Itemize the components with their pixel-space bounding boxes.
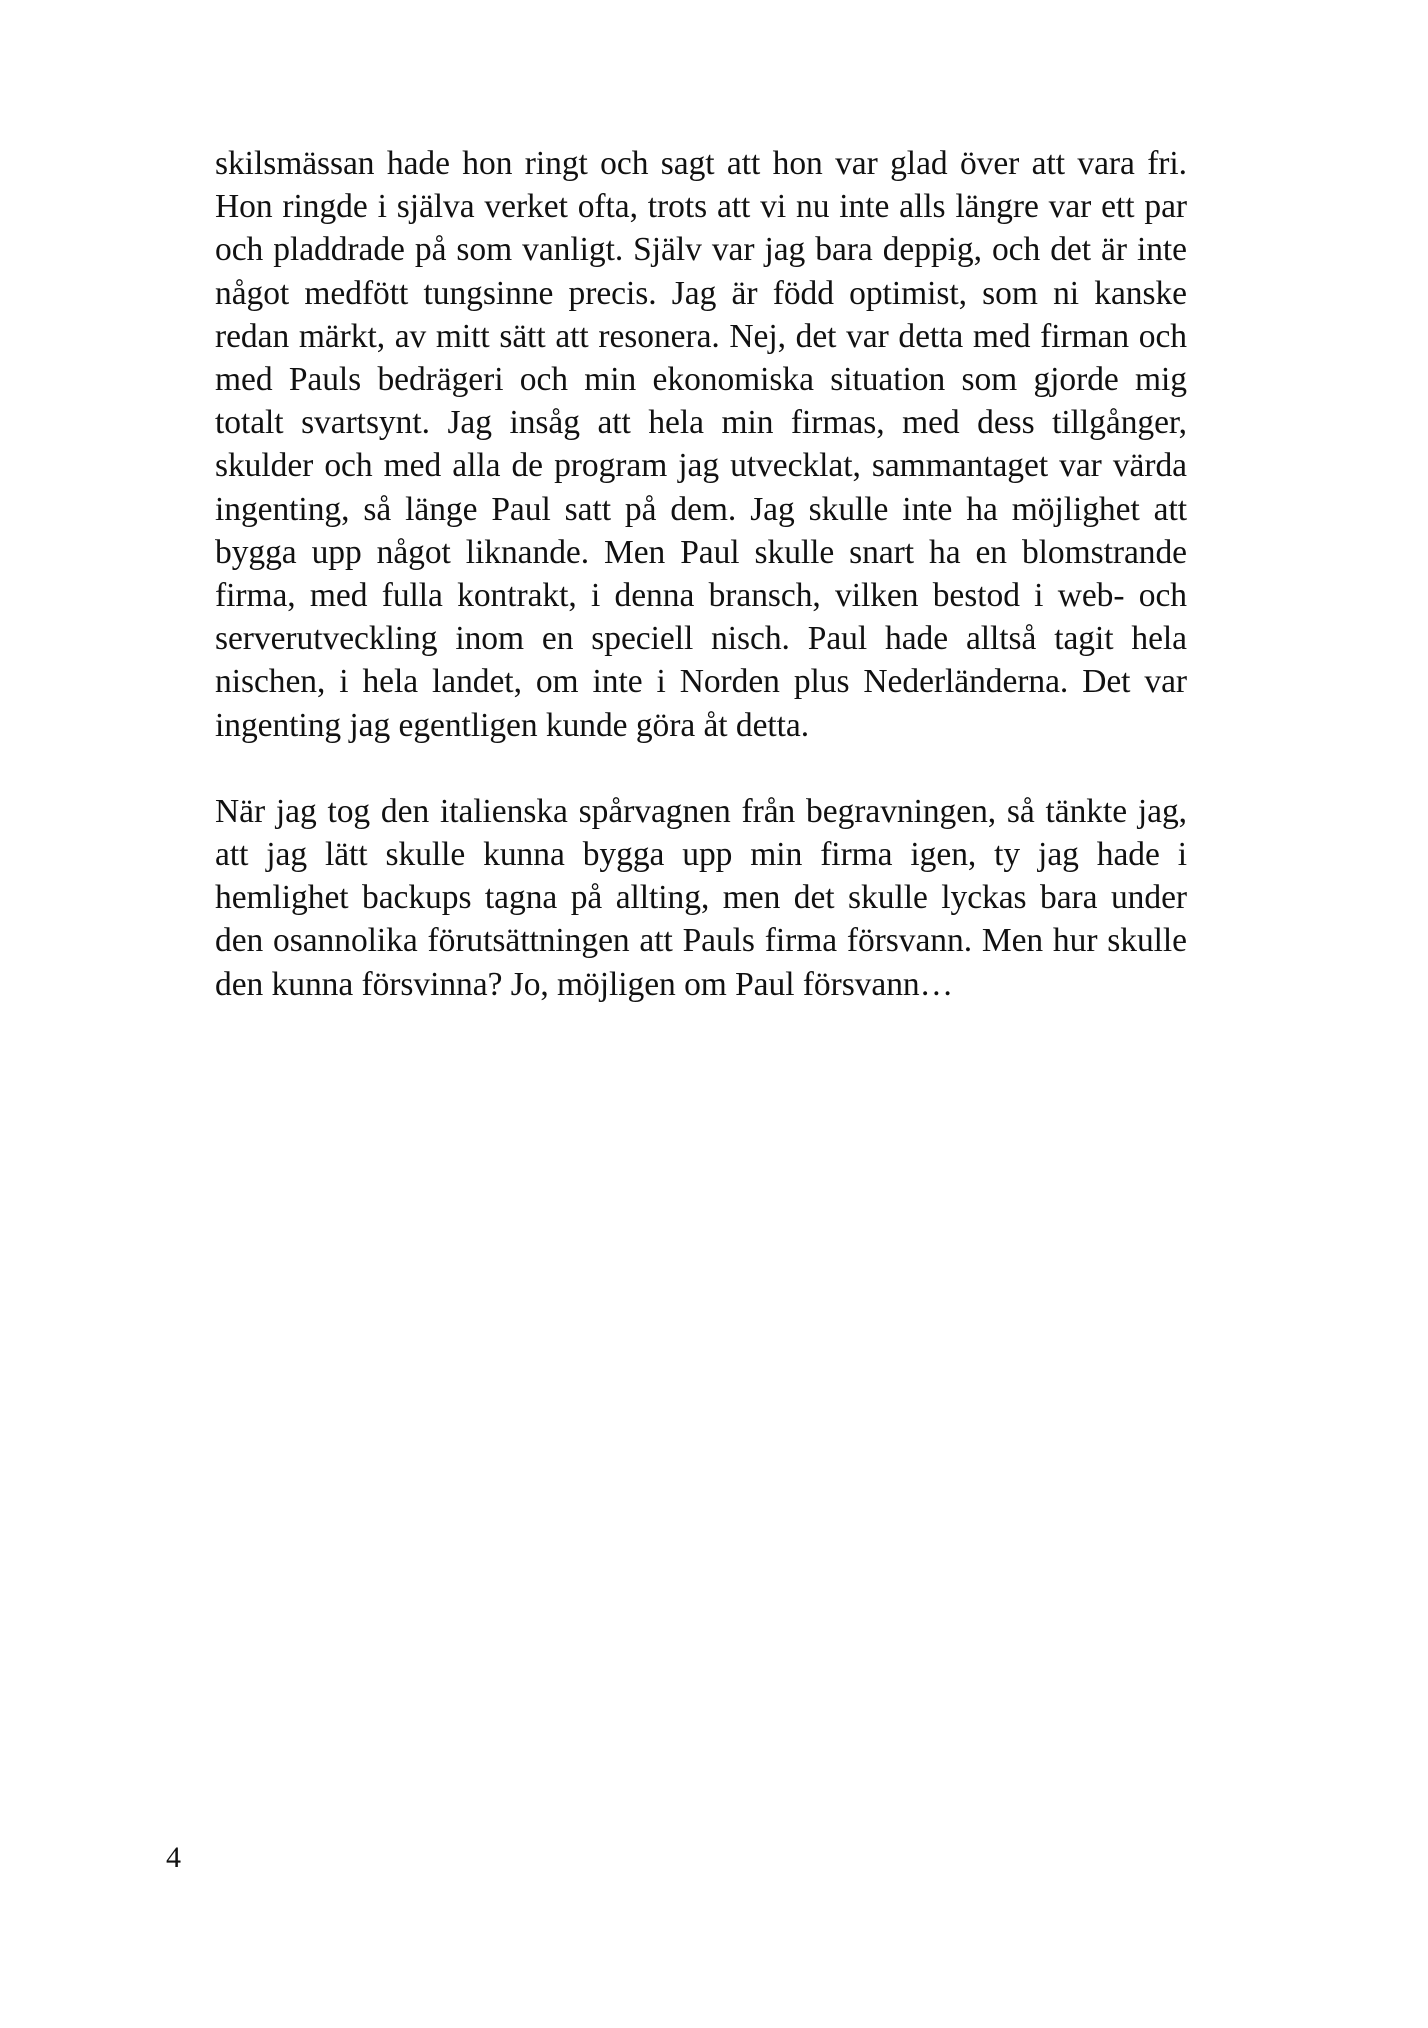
page-number: 4 [166,1841,181,1874]
body-paragraph-1: skilsmässan hade hon ringt och sagt att hon var glad över att vara fri. Hon ringde i själva verket ofta, trots att vi nu inte alls längre var ett par och pladdrade på som vanligt. Själv var jag bara deppig, och det är inte något medfött tungsinne precis. Jag är född optimist, som ni kanske redan märkt, av mitt sätt att resonera. Nej, det var detta med firman och med Pauls bedrägeri och min ekonomiska situation som gjorde mig totalt svartsynt. Jag insåg att hela min firmas, med dess tillgånger, skulder och med alla de program jag utvecklat, sammantaget var värda ingenting, så länge Paul satt på dem. Jag skulle inte ha möjlighet att bygga upp något liknande. Men Paul skulle snart ha en blomstrande firma, med fulla kontrakt, i denna bransch, vilken bestod i web- och serverutveckling inom en speciell nisch. Paul hade alltså tagit hela nischen, i hela landet, om inte i Norden plus Nederländerna. Det var ingenting jag egentligen kunde göra åt detta. [215,145,1187,744]
text-column [215,142,1187,1006]
body-paragraph-2: När jag tog den italienska spårvagnen från begravningen, så tänkte jag, att jag lätt skulle kunna bygga upp min firma igen, ty jag hade i hemlighet backups tagna på allting, men det skulle lyckas bara under den osannolika förutsättningen att Pauls firma försvann. Men hur skulle den kunna försvinna? Jo, möjligen om Paul försvann… [215,792,1187,1003]
